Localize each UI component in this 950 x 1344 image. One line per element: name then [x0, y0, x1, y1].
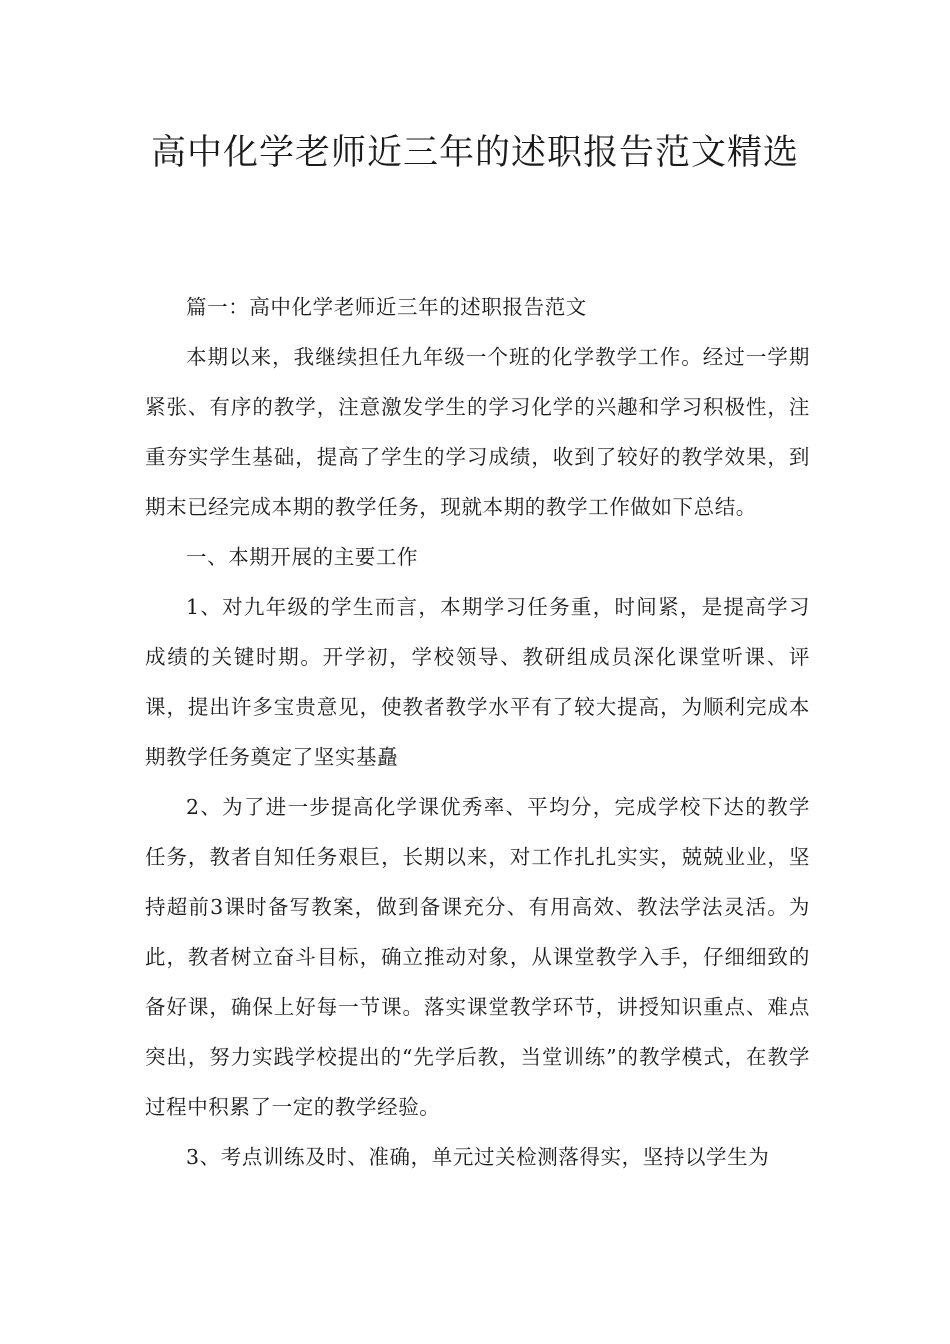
section-heading-part-one: 篇一：高中化学老师近三年的述职报告范文 [186, 295, 587, 319]
document-body [145, 282, 810, 1182]
section-heading-main-work: 一、本期开展的主要工作 [186, 545, 419, 569]
paragraph-item-3: 3、考点训练及时、准确，单元过关检测落得实，坚持以学生为 [186, 1145, 770, 1169]
document-title: 高中化学老师近三年的述职报告范文精选 [150, 133, 799, 173]
paragraph-item-2: 2、为了进一步提高化学课优秀率、平均分，完成学校下达的教学任务，教者自知任务艰巨，长期以来，对工作扎扎实实，兢兢业业，坚持超前3课时备写教案，做到备课充分、有用高效、教法学法灵活。为此，教者树立奋斗目标，确立推动对象，从课堂教学入手，仔细细致的备好课，确保上好每一节课。落实课堂教学环节，讲授知识重点、难点突出，努力实践学校提出的“先学后教，当堂训练”的教学模式，在教学过程中积累了一定的教学经验。 [145, 795, 810, 1119]
paragraph-item-1: 1、对九年级的学生而言，本期学习任务重，时间紧，是提高学习成绩的关键时期。开学初，学校领导、教研组成员深化课堂听课、评课，提出许多宝贵意见，使教者教学水平有了较大提高，为顺利完成本期教学任务奠定了坚实基矗 [145, 595, 810, 769]
paragraph-intro: 本期以来，我继续担任九年级一个班的化学教学工作。经过一学期紧张、有序的教学，注意激发学生的学习化学的兴趣和学习积极性，注重夯实学生基础，提高了学生的学习成绩，收到了较好的教学效果，到期末已经完成本期的教学任务，现就本期的教学工作做如下总结。 [145, 345, 810, 519]
